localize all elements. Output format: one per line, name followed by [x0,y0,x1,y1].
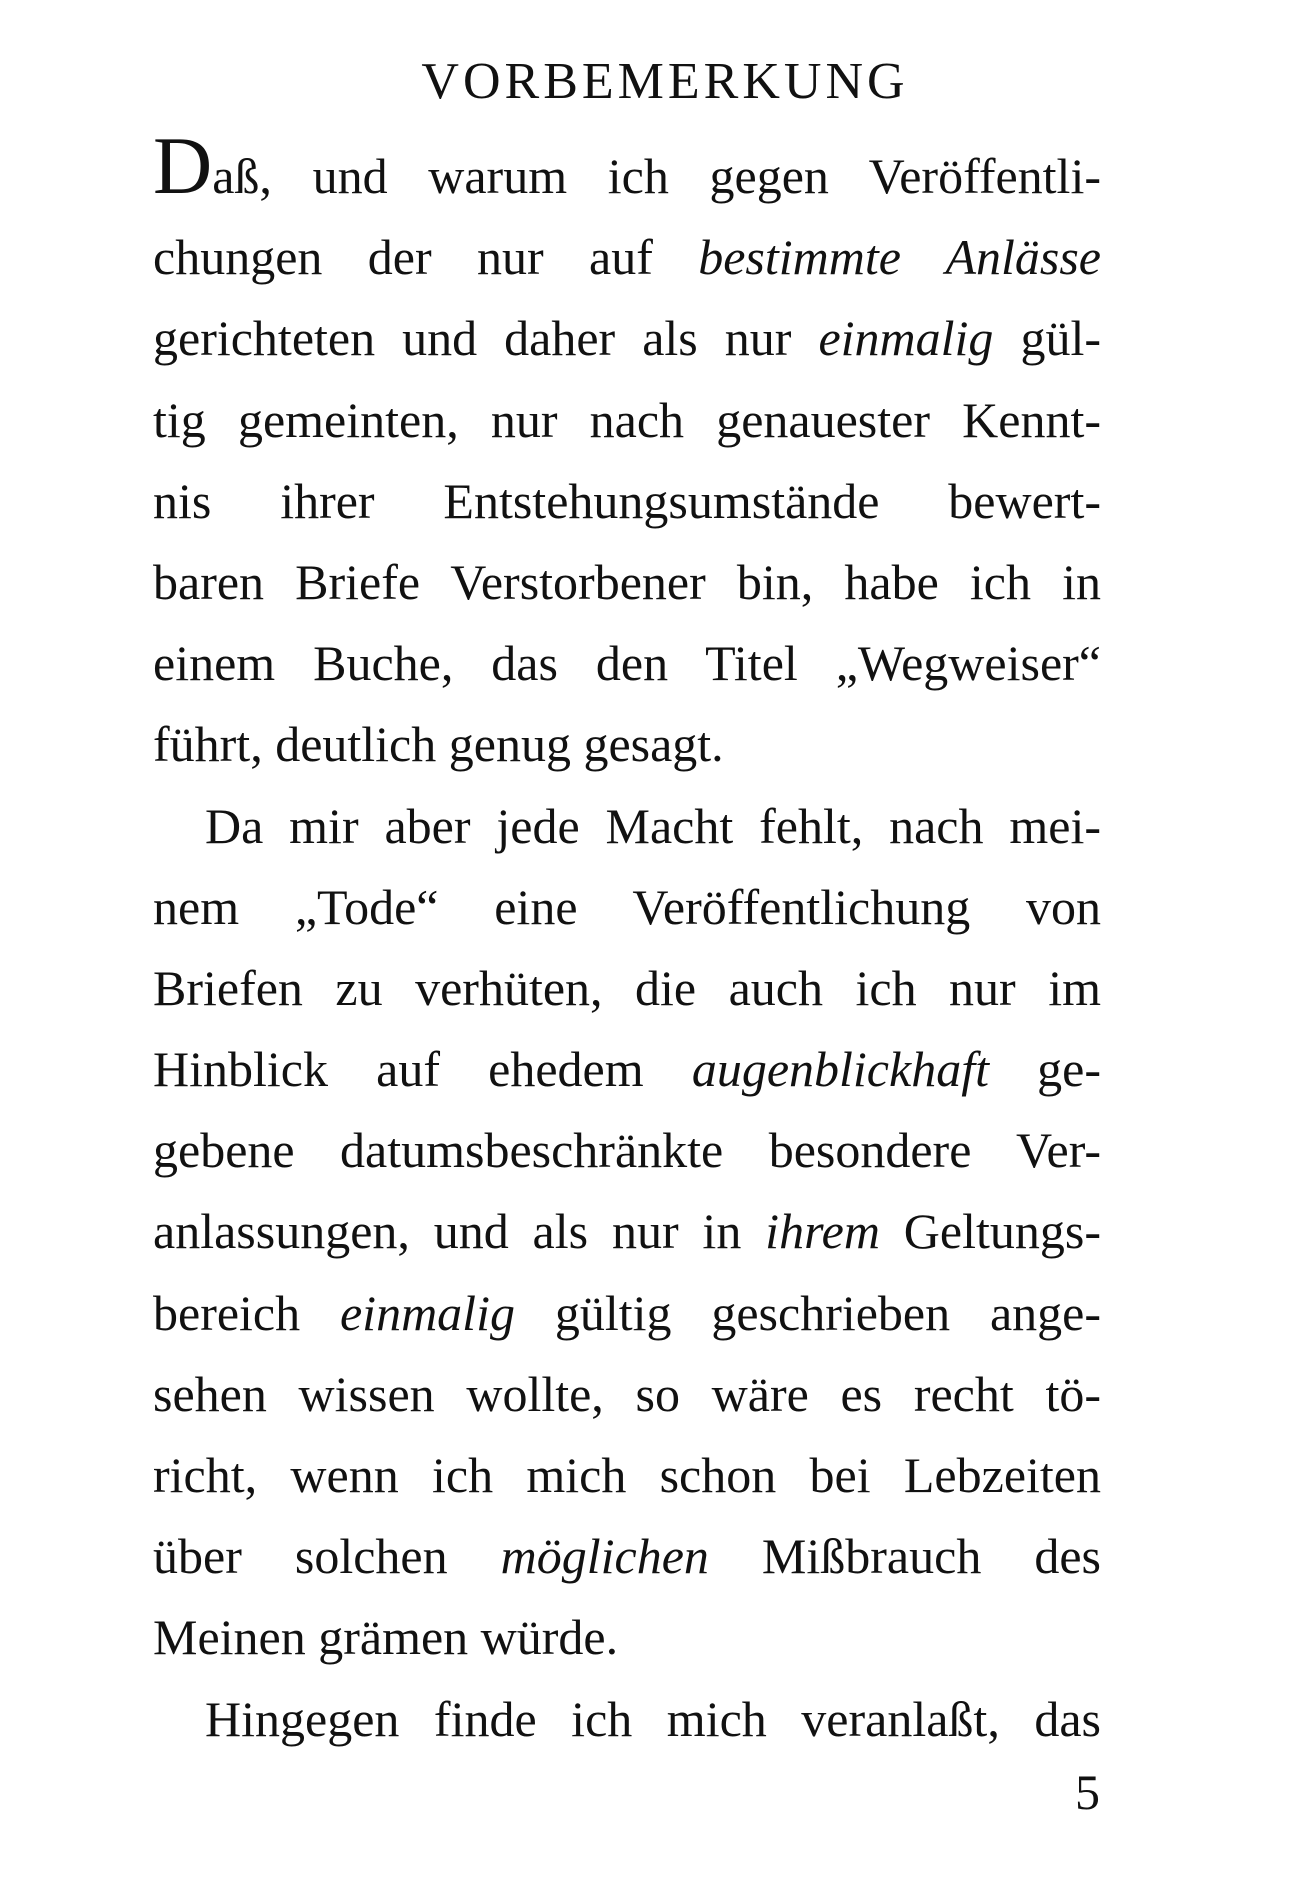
text-line [153,1191,1101,1272]
text-line: sehen wissen wollte, so wäre es recht tö- [153,1365,1101,1422]
text-line: Meinen grämen würde. [153,1609,619,1666]
text-line: nem „Tode“ eine Veröffentlichung von [153,878,1101,935]
text-span: gül- [993,310,1102,367]
text-span: ge- [988,1041,1102,1098]
text-span: Geltungs- [879,1203,1101,1260]
text-span: gültig geschrieben ange- [514,1284,1102,1341]
italic-span: augenblickhaft [691,1041,989,1098]
text-span: Mißbrauch des [708,1528,1101,1585]
text-span: gerichteten und daher als nur [153,310,819,367]
text-span: bereich [153,1284,340,1341]
text-line [153,217,1101,298]
text-line [153,120,1101,217]
text-line: gebene datumsbeschränkte besondere Ver- [153,1122,1101,1179]
text-line: führt, deutlich genug gesagt. [153,716,724,773]
text-line: Da mir aber jede Macht fehlt, nach mei- [205,797,1101,854]
body-text [153,120,1102,1760]
page-number: 5 [1075,1764,1100,1820]
italic-span: möglichen [500,1528,709,1585]
text-span: über solchen [153,1528,501,1585]
text-line: richt, wenn ich mich schon bei Lebzeiten [153,1447,1101,1503]
italic-span: bestimmte Anlässe [698,229,1101,286]
italic-span: einmalig [818,310,994,367]
italic-span: ihrem [765,1203,880,1260]
text-line [153,1516,1101,1597]
text-span: Hinblick auf ehedem [153,1041,692,1098]
text-line: nis ihrer Entstehungsumstände bewert- [153,472,1101,529]
text-line: tig gemeinten, nur nach genauester Kennt- [153,391,1101,448]
text-line: Briefen zu verhüten, die auch ich nur im [153,959,1101,1016]
text-span: anlassungen, und als nur in [153,1203,766,1260]
text-line: einem Buche, das den Titel „Wegweiser“ [153,635,1101,692]
text-line [153,1273,1101,1354]
italic-span: einmalig [339,1284,515,1341]
text-line: Hingegen finde ich mich veranlaßt, das [205,1690,1101,1747]
text-line [153,1029,1101,1110]
drop-cap: D [153,120,213,211]
text-span: aß, und warum ich gegen Veröffentli- [212,148,1101,204]
text-line: baren Briefe Verstorbener bin, habe ich in [153,553,1101,610]
page-title: VORBEMERKUNG [421,53,909,110]
text-span: chungen der nur auf [153,229,699,286]
text-line [153,298,1101,379]
